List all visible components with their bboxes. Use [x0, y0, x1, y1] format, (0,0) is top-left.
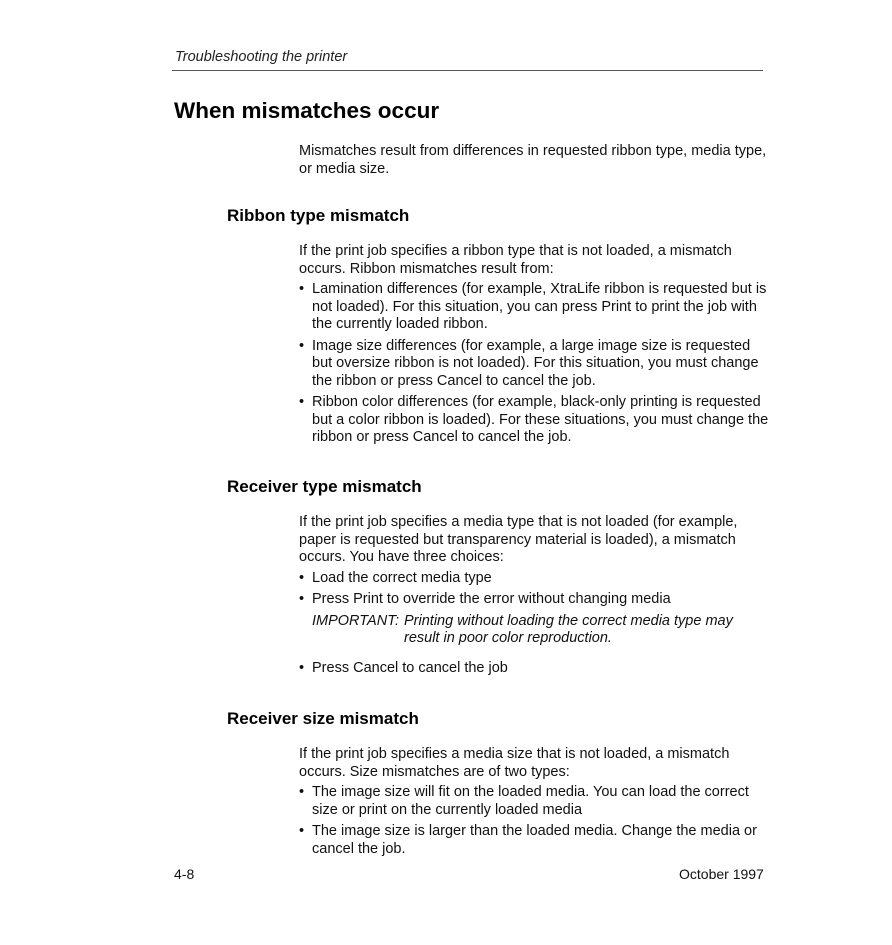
section-paragraph: If the print job specifies a media type that is not loaded (for example, paper is requested but transparency material is loaded), a mismatch occurs. You have three choices:: [299, 514, 738, 565]
important-text: Printing without loading the correct media type may result in poor color reproduction.: [404, 612, 733, 646]
bullet-glyph: •: [299, 569, 305, 586]
list-item-text: Ribbon color differences (for example, black-only printing is requested but a color ribbon is loaded). For these situations, you must change the ribbon or press Cancel to cancel the job.: [312, 394, 769, 445]
list-item-text: Press Print to override the error without changing media: [312, 591, 671, 607]
section-heading-receiver-size: Receiver size mismatch: [227, 709, 419, 728]
list-item: [299, 570, 769, 588]
list-item: [299, 338, 769, 391]
section-body-receiver-size: [299, 746, 769, 862]
section-body-ribbon-type: [299, 243, 769, 451]
list-item-text: The image size is larger than the loaded media. Change the media or cancel the job.: [312, 823, 757, 857]
list-item: [299, 660, 769, 678]
page-number: 4-8: [174, 866, 195, 882]
list-item-text: Image size differences (for example, a large image size is requested but oversize ribbon is not loaded). For this situation, you must change the ribbon or press Cancel to cancel the job.: [312, 337, 759, 389]
list-item: [299, 394, 769, 447]
list-item: [299, 591, 769, 609]
bullet-glyph: •: [299, 659, 305, 676]
list-item-text: Load the correct media type: [312, 569, 492, 586]
section-paragraph: If the print job specifies a media size that is not loaded, a mismatch occurs. Size mismatches are of two types:: [299, 746, 730, 780]
bullet-list: [299, 660, 769, 678]
running-header: Troubleshooting the printer: [175, 49, 348, 65]
important-note: [312, 613, 769, 648]
bullet-list: [299, 570, 769, 609]
intro-paragraph: Mismatches result from differences in requested ribbon type, media type, or media size.: [299, 143, 767, 177]
page-title: When mismatches occur: [174, 98, 440, 123]
bullet-glyph: •: [299, 281, 305, 297]
list-item-text: Lamination differences (for example, XtraLife ribbon is requested but is not loaded). For this situation, you can press Print to print the job with the currently loaded ribbon.: [312, 281, 767, 332]
section-body-receiver-type: [299, 514, 769, 681]
footer-date: October 1997: [679, 866, 764, 882]
bullet-glyph: •: [299, 394, 305, 410]
bullet-list: [299, 281, 769, 447]
bullet-glyph: •: [299, 784, 305, 800]
section-heading-ribbon-type: Ribbon type mismatch: [227, 206, 410, 225]
list-item-text: Press Cancel to cancel the job: [312, 659, 508, 676]
list-item: [299, 281, 769, 334]
section-heading-receiver-type: Receiver type mismatch: [227, 477, 422, 496]
header-rule: [172, 70, 763, 71]
bullet-glyph: •: [299, 823, 305, 839]
list-item: [299, 823, 769, 858]
list-item-text: The image size will fit on the loaded media. You can load the correct size or print on the currently loaded media: [312, 784, 749, 818]
important-label: IMPORTANT:: [312, 612, 399, 629]
bullet-glyph: •: [299, 591, 305, 607]
bullet-list: [299, 784, 769, 858]
section-paragraph: If the print job specifies a ribbon type that is not loaded, a mismatch occurs. Ribbon mismatches result from:: [299, 243, 732, 277]
list-item: [299, 784, 769, 819]
bullet-glyph: •: [299, 337, 305, 354]
